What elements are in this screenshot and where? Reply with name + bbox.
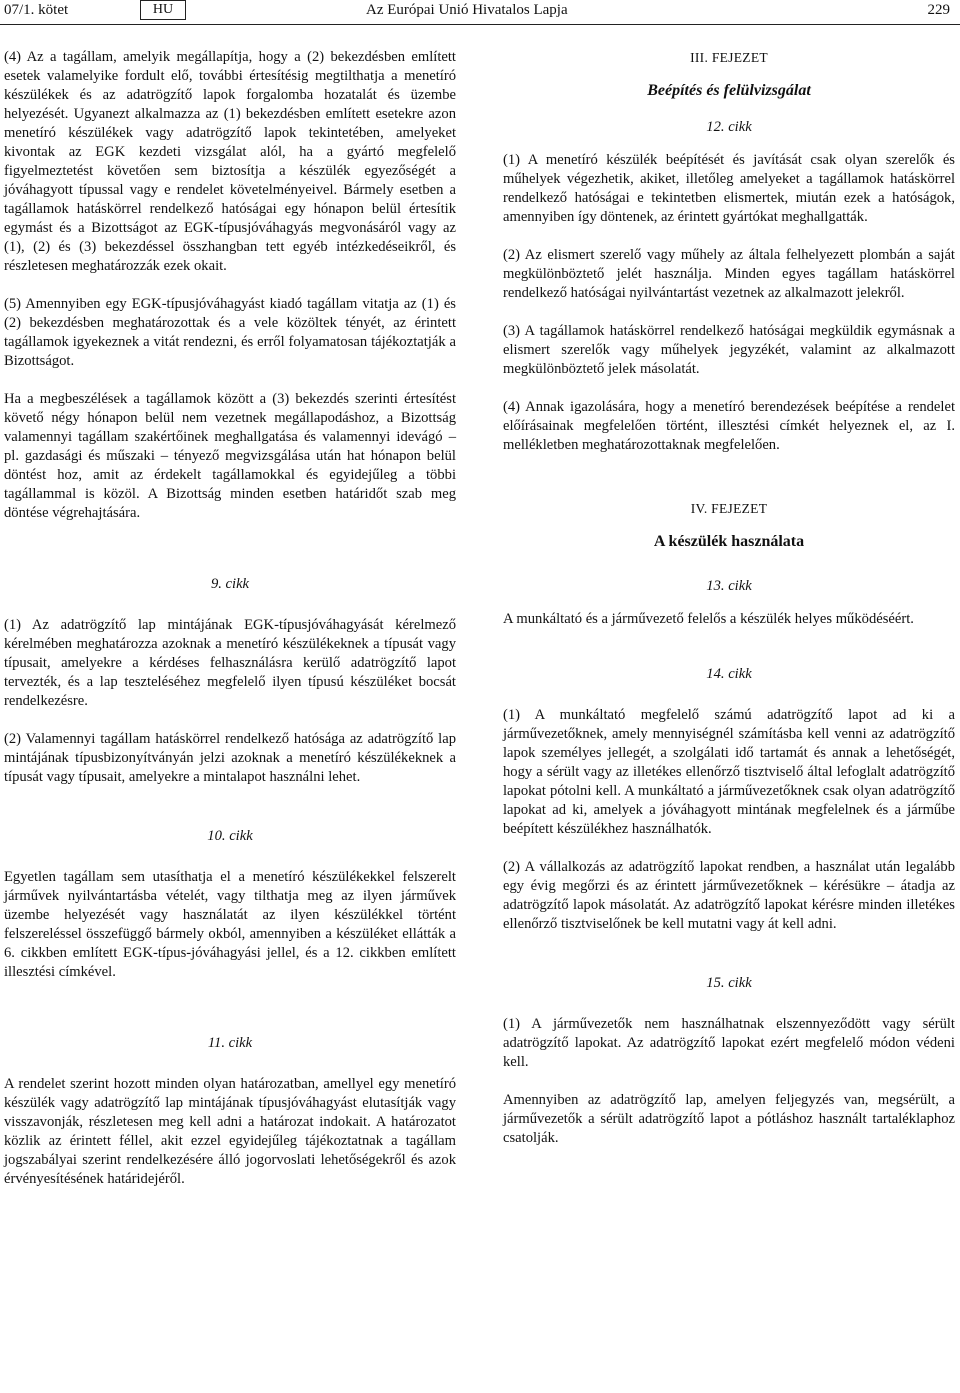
journal-title: Az Európai Unió Hivatalos Lapja	[366, 2, 568, 18]
article-15-paragraph-2: Amennyiben az adatrögzítő lap, amelyen feljegyzés van, megsérült, a járművezetők a sérült adatrögzítő lapot a pótláshoz használt tartaléklaphoz csatolják.	[503, 1092, 955, 1146]
left-column	[4, 48, 456, 1189]
page-number: 229	[927, 2, 950, 18]
article-14-paragraph-2: (2) A vállalkozás az adatrögzítő lapokat rendben, a használat után legalább egy évig megőrzi és az érintett járművezetőknek – kérésükre – átadja az adatrögzítő lapok másolatát. Az adatrögzítő lapokat kérésre minden illetékes ellenőrző tisztviselőnek be kell mutatni vagy át kell adni.	[503, 859, 955, 932]
chapter-4-title: A készülék használata	[653, 533, 805, 550]
article-12-heading: 12. cikk	[706, 119, 752, 135]
article-12-paragraph-3: (3) A tagállamok hatáskörrel rendelkező hatóságai megküldik egymásnak a elismert szerelők vagy műhelyek jegyzékét, valamint az alkalmazott megkülönböztető jelek másolatát.	[503, 323, 955, 377]
page-header	[0, 0, 960, 22]
article-10-heading: 10. cikk	[207, 828, 253, 844]
chapter-3-label: III. FEJEZET	[690, 50, 768, 65]
article-12-paragraph-4: (4) Annak igazolására, hogy a menetíró berendezések beépítése a rendelet előírásainak megfelelően történt, illesztési címkét helyeznek el, az I. mellékletben meghatározottaknak megfelelően.	[503, 399, 955, 453]
paragraph-8-5-cont: Ha a megbeszélések a tagállamok között a (3) bekezdés szerinti értesítést követő négy hónapon belül nem vezetnek megállapodáshoz, a Bizottság valamennyi tagállam szakértőinek meghallgatása és valamennyi idevágó – pl. gazdasági és műszaki – tényező megvizsgálása után hat hónapon belül döntést hoz, amit az érdekelt tagállamokkal és egyidejűleg a többi tagállammal is közöl. A Bizottság minden esetben határidőt szab meg döntése végrehajtására.	[4, 391, 456, 521]
volume-label: 07/1. kötet	[4, 2, 69, 18]
paragraph-8-5: (5) Amennyiben egy EGK-típusjóváhagyást kiadó tagállam vitatja az (1) és (2) bekezdésben meghatározottak és a vele közöltek tényét, az érintett tagállamok igyekeznek a vitát rendezni, és erről folyamatosan tájékoztatják a Bizottságot.	[4, 296, 456, 369]
article-11-paragraph: A rendelet szerint hozott minden olyan határozatban, amellyel egy menetíró készülék vagy adatrögzítő lap mintájának típusjóváhagyást elutasítják vagy visszavonják, részletesen meg kell adni a határozat indokait. A határozatot közlik az érintett féllel, akit ezzel egyidejűleg tájékoztatnak a tagállam jogszabályai szerint rendelkezésére álló jogorvoslati lehetőségekről és azok érvényesítésének határidejéről.	[4, 1076, 456, 1187]
chapter-4-label: IV. FEJEZET	[690, 501, 768, 516]
header-rule	[0, 24, 960, 25]
language-badge: HU	[140, 0, 186, 20]
article-14-paragraph-1: (1) A munkáltató megfelelő számú adatrögzítő lapot ad ki a járművezetőknek, amely mennyiségnél számításba kell venni az adatrögzítő lapok személyes jellegét, a szolgálati idő tartamát és annak a lehetőségét, hogy a sérült vagy az illetékes ellenőrző tisztviselő által lefoglalt adatrögzítő lapokat pótolni kell. A munkáltató a járművezetőknek csak olyan adatrögzítő lapokat ad ki, amelyek a jóváhagyott mintának megfelelnek és a járműbe beépített készülékhez használhatók.	[503, 707, 955, 837]
article-12-paragraph-2: (2) Az elismert szerelő vagy műhely az általa felhelyezett plombán a saját megkülönböztető jelét használja. Minden egyes tagállam hatáskörrel rendelkező hatóságai nyilvántartást vezetnek az alkalmazott jelekről.	[503, 247, 955, 301]
article-15-heading: 15. cikk	[706, 975, 752, 991]
article-9-heading: 9. cikk	[210, 576, 250, 592]
article-13-paragraph: A munkáltató és a járművezető felelős a készülék helyes működéséért.	[503, 611, 914, 627]
article-13-heading: 13. cikk	[706, 578, 752, 594]
article-12-paragraph-1: (1) A menetíró készülék beépítését és javítását csak olyan szerelők és műhelyek végezhetik, akiket, illetőleg amelyeket a tagállamok hatáskörrel rendelkező hatóságai e tekintetben elismertek, miután ezek a hatóságok, amennyiben így döntenek, az érintett gyártókat meghallgatták.	[503, 152, 955, 225]
article-9-paragraph-1: (1) Az adatrögzítő lap mintájának EGK-típusjóváhagyását kérelmező kérelmében meghatározza azoknak a menetíró készülékeknek a típusát vagy típusait, amelyekre a kérdéses felhasználásra kerülő adatrögzítő lapot tervezték, és a lap teszteléséhez megfelelő ilyen típusú készüléket bocsát rendelkezésre.	[4, 617, 456, 709]
article-10-paragraph: Egyetlen tagállam sem utasíthatja el a menetíró készülékekkel felszerelt járművek nyilvántartásba vételét, vagy tilthatja meg az ilyen járművek üzembe helyezését vagy használatát az ilyen készülékkel történt felszereléssel összefüggő bármely okból, amennyiben a készüléket ellátták a 6. cikkben említett EGK-típus-jóváhagyási jellel, és a 12. cikkben említett illesztési címkével.	[4, 869, 456, 980]
paragraph-8-4: (4) Az a tagállam, amelyik megállapítja, hogy a (2) bekezdésben említett esetek valamelyike fordult elő, további értesítésig megtilthatja a menetíró készülékek és az adatrögzítő lapok forgalomba hozatalát és üzembe helyezését. Ugyanezt alkalmazza az (1) bekezdésben említett esetekre azon menetíró készülékek vagy adatrögzítő lapok tekintetében, amelyeket kivontak az EGK kezdeti vizsgálat alól, ha a gyártó megfelelő figyelmeztetést követően sem biztosítja a készülék egyezőségét a jóváhagyott típussal vagy e rendelet követelményeivel. Bármely esetben a tagállamok hatáskörrel rendelkező hatóságai egy hónapon belül értesítik egymást és a Bizottságot az EGK-típusjóváhagyás megvonásáról vagy az (1), (2) és (3) bekezdéssel összhangban tett egyéb intézkedéseikről, és részletesen meghatározzák ezek okait.	[4, 49, 456, 274]
chapter-3-title: Beépítés és felülvizsgálat	[647, 82, 811, 99]
article-15-paragraph-1: (1) A járművezetők nem használhatnak elszennyeződött vagy sérült adatrögzítő lapokat. Az adatrögzítő lapokat ezért megfelelő módon védeni kell.	[503, 1016, 955, 1070]
right-column	[503, 48, 955, 1148]
article-9-paragraph-2: (2) Valamennyi tagállam hatáskörrel rendelkező hatósága az adatrögzítő lap mintájának típusbizonyítványán jelzi azoknak a menetíró készülékeknek a típusát vagy típusait, amelyekre a mintalapot használni lehet.	[4, 731, 456, 785]
article-11-heading: 11. cikk	[207, 1035, 253, 1051]
article-14-heading: 14. cikk	[706, 666, 752, 682]
